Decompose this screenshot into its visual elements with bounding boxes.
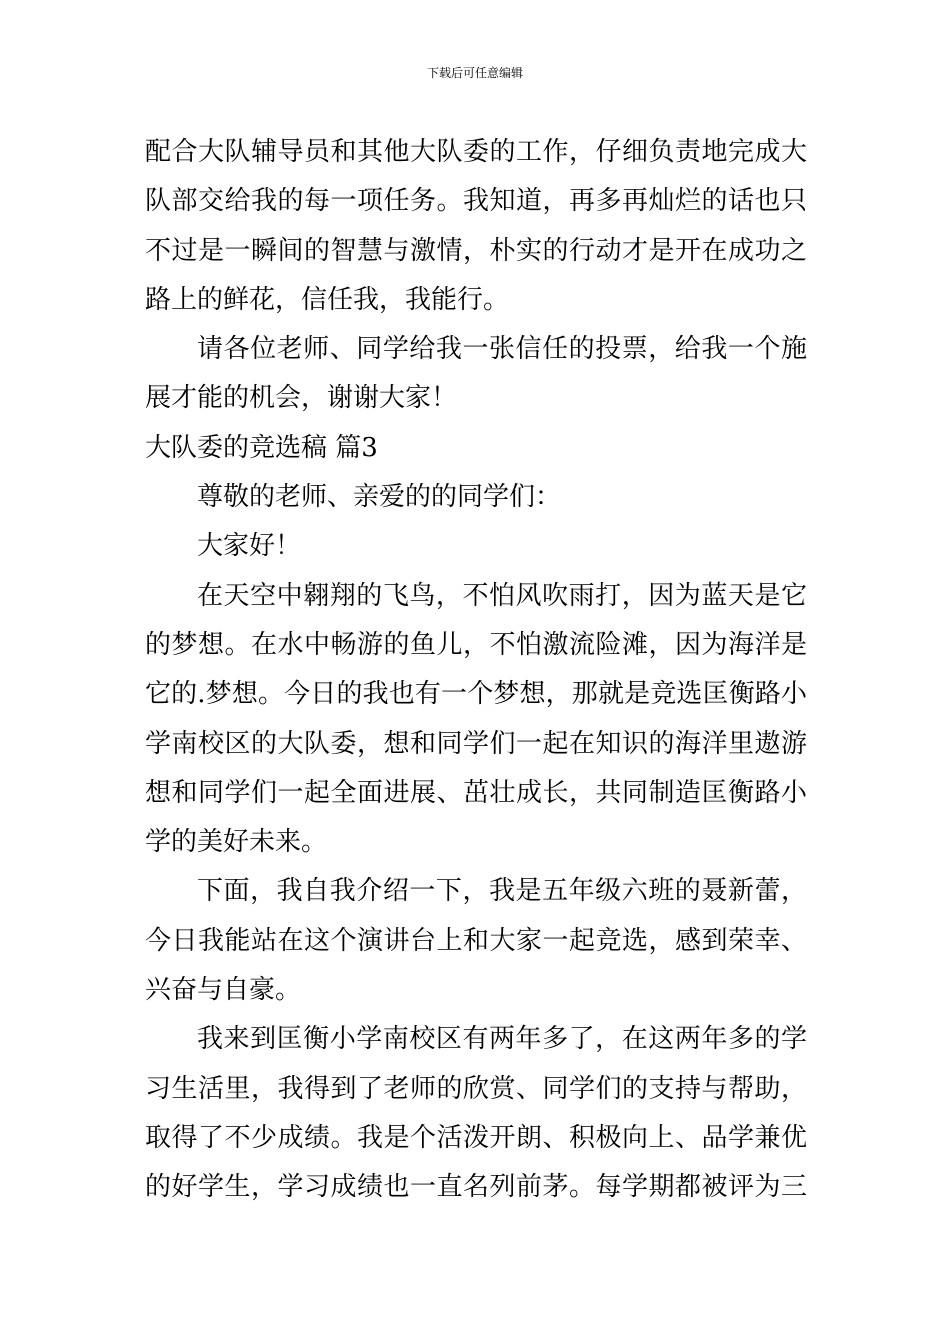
text-line: 展才能的机会，谢谢大家！: [145, 383, 458, 414]
section-heading: 大队委的竞选稿 篇3: [145, 432, 378, 463]
text-line: 的好学生，学习成绩也一直名列前茅。每学期都被评为三: [145, 1172, 807, 1203]
document-body: [145, 128, 807, 1213]
text-line: 我来到匡衡小学南校区有两年多了，在这两年多的学: [197, 1024, 807, 1055]
text-line: 它的.梦想。今日的我也有一个梦想，那就是竞选匡衡路小: [145, 679, 807, 710]
text-line: 今日我能站在这个演讲台上和大家一起竞选，感到荣幸、: [145, 925, 807, 956]
text-line: 路上的鲜花，信任我，我能行。: [145, 284, 510, 315]
text-line: 不过是一瞬间的智慧与激情，朴实的行动才是开在成功之: [145, 235, 807, 266]
text-line: 的梦想。在水中畅游的鱼儿，不怕激流险滩，因为海洋是: [145, 629, 807, 660]
text-line: 尊敬的老师、亲爱的的同学们：: [197, 482, 562, 513]
text-line: 配合大队辅导员和其他大队委的工作，仔细负责地完成大: [145, 137, 807, 167]
text-line: 队部交给我的每一项任务。我知道，再多再灿烂的话也只: [145, 186, 807, 217]
text-line: 下面，我自我介绍一下，我是五年级六班的聂新蕾，: [197, 876, 807, 907]
text-line: 大家好！: [197, 531, 302, 562]
text-line: 在天空中翱翔的飞鸟，不怕风吹雨打，因为蓝天是它: [197, 580, 807, 611]
page-header-note: 下载后可任意编辑: [426, 66, 523, 80]
text-line: 学南校区的大队委，想和同学们一起在知识的海洋里遨游: [145, 728, 807, 759]
text-line: 兴奋与自豪。: [145, 975, 302, 1006]
text-line: 请各位老师、同学给我一张信任的投票，给我一个施: [197, 334, 807, 365]
text-line: 取得了不少成绩。我是个活泼开朗、积极向上、品学兼优: [145, 1122, 807, 1153]
text-line: 想和同学们一起全面进展、茁壮成长，共同制造匡衡路小: [145, 777, 807, 808]
text-line: 学的美好未来。: [145, 827, 328, 858]
text-line: 习生活里，我得到了老师的欣赏、同学们的支持与帮助，: [145, 1073, 807, 1104]
